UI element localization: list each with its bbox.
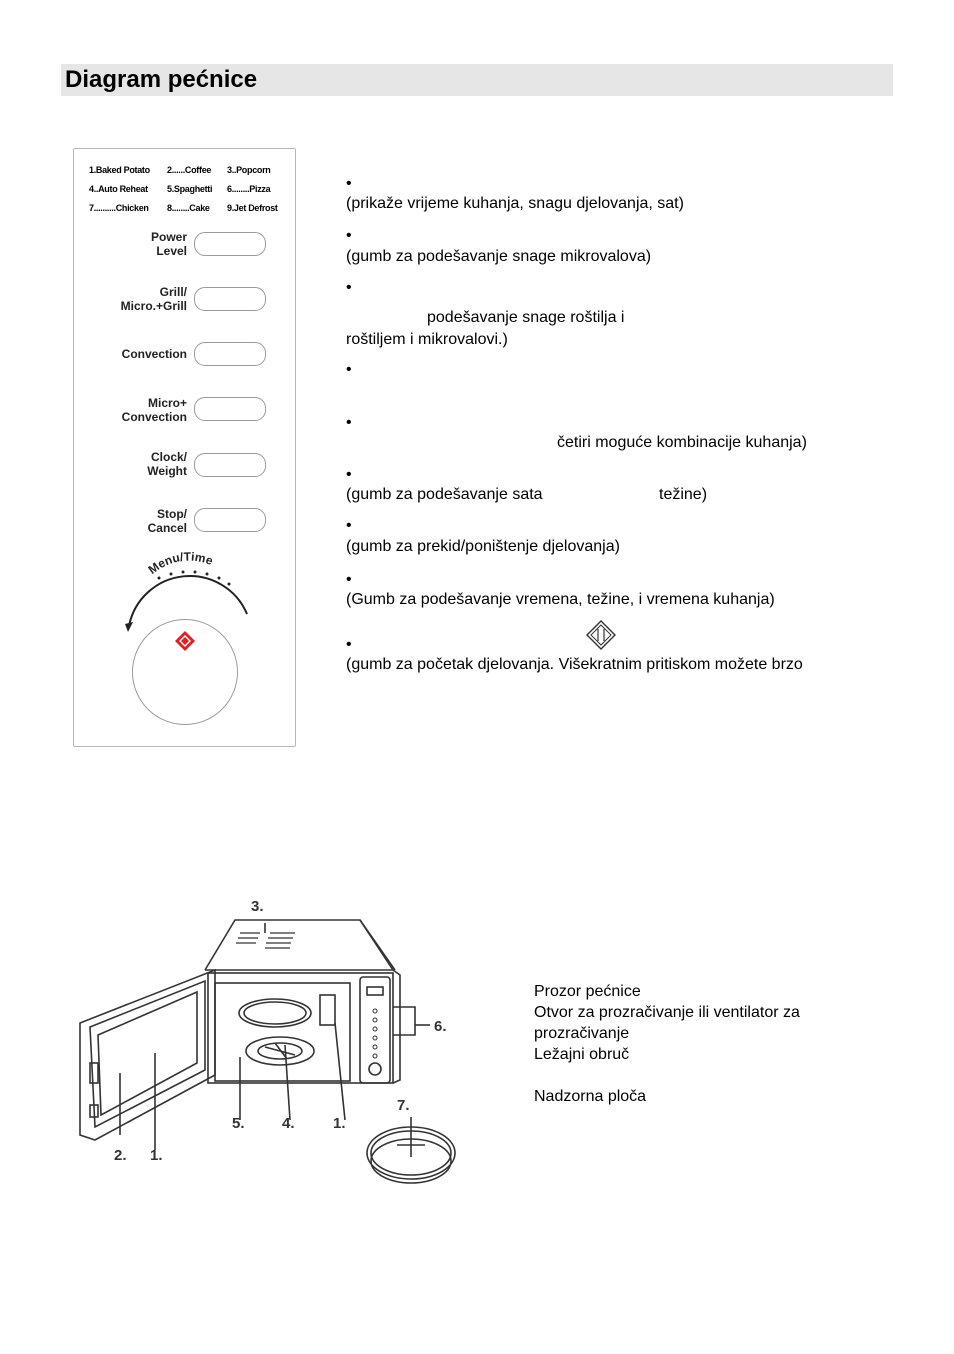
legend-item: Nadzorna ploča — [534, 1088, 647, 1105]
description-weight: težine) — [659, 486, 708, 503]
grill-label: Grill/ Micro.+Grill — [120, 285, 187, 313]
menu-item: 7..........Chicken — [89, 203, 149, 213]
menu-item: 9.Jet Defrost — [227, 203, 278, 213]
bullet-icon: • — [346, 279, 352, 296]
description-clock: (gumb za podešavanje sata — [346, 486, 543, 503]
bullet-icon: • — [346, 636, 352, 653]
bullet-icon: • — [346, 466, 352, 483]
callout-label: 1. — [333, 1115, 346, 1132]
micro-convection-button[interactable] — [194, 397, 266, 421]
grill-button[interactable] — [194, 287, 266, 311]
bullet-icon: • — [346, 361, 352, 378]
oven-illustration — [75, 895, 460, 1195]
menu-item: 8........Cake — [167, 203, 210, 213]
legend-item: Ležajni obruč — [534, 1046, 630, 1063]
callout-label: 3. — [251, 898, 264, 915]
svg-text:Menu/Time — [146, 550, 216, 577]
control-panel — [73, 148, 296, 747]
legend-item: Prozor pećnice — [534, 983, 641, 1000]
callout-label: 1. — [150, 1147, 163, 1164]
callout-label: 5. — [232, 1115, 245, 1132]
stop-cancel-label: Stop/ Cancel — [147, 507, 187, 535]
legend-item: prozračivanje — [534, 1025, 630, 1042]
clock-weight-label: Clock/ Weight — [147, 450, 187, 478]
callout-label: 4. — [282, 1115, 295, 1132]
description-combination: četiri moguće kombinacije kuhanja) — [557, 434, 807, 451]
description-grill-line2: roštiljem i mikrovalovi.) — [346, 331, 508, 348]
bullet-icon: • — [346, 227, 352, 244]
menu-item: 1.Baked Potato — [89, 165, 150, 175]
callout-label: 6. — [434, 1018, 447, 1035]
power-level-button[interactable] — [194, 232, 266, 256]
menu-item: 6........Pizza — [227, 184, 271, 194]
clock-weight-button[interactable] — [194, 453, 266, 477]
convection-label: Convection — [121, 347, 187, 361]
dial-label: Menu/Time — [145, 549, 215, 577]
stop-cancel-button[interactable] — [194, 508, 266, 532]
description-grill-line1: podešavanje snage roštilja i — [427, 309, 625, 326]
micro-convection-label: Micro+ Convection — [121, 396, 187, 424]
callout-label: 2. — [114, 1147, 127, 1164]
start-icon[interactable] — [174, 630, 196, 652]
bullet-icon: • — [346, 571, 352, 588]
description-start: (gumb za početak djelovanja. Višekratnim pritiskom možete brzo — [346, 656, 803, 673]
description-display: (prikaže vrijeme kuhanja, snagu djelovanja, sat) — [346, 195, 684, 212]
menu-item: 3..Popcorn — [227, 165, 271, 175]
menu-item: 5.Spaghetti — [167, 184, 213, 194]
page-title: Diagram pećnice — [65, 66, 258, 93]
bullet-icon: • — [346, 414, 352, 431]
convection-button[interactable] — [194, 342, 266, 366]
description-stop: (gumb za prekid/poništenje djelovanja) — [346, 538, 620, 555]
callout-label: 7. — [397, 1097, 410, 1114]
bullet-icon: • — [346, 175, 352, 192]
menu-item: 4..Auto Reheat — [89, 184, 148, 194]
menu-item: 2......Coffee — [167, 165, 212, 175]
power-level-label: Power Level — [150, 230, 187, 258]
description-dial: (Gumb za podešavanje vremena, težine, i vremena kuhanja) — [346, 591, 775, 608]
start-symbol-icon — [586, 620, 616, 650]
title-bar — [61, 64, 893, 96]
bullet-icon: • — [346, 517, 352, 534]
legend-item: Otvor za prozračivanje ili ventilator za — [534, 1004, 800, 1021]
description-power: (gumb za podešavanje snage mikrovalova) — [346, 248, 652, 265]
